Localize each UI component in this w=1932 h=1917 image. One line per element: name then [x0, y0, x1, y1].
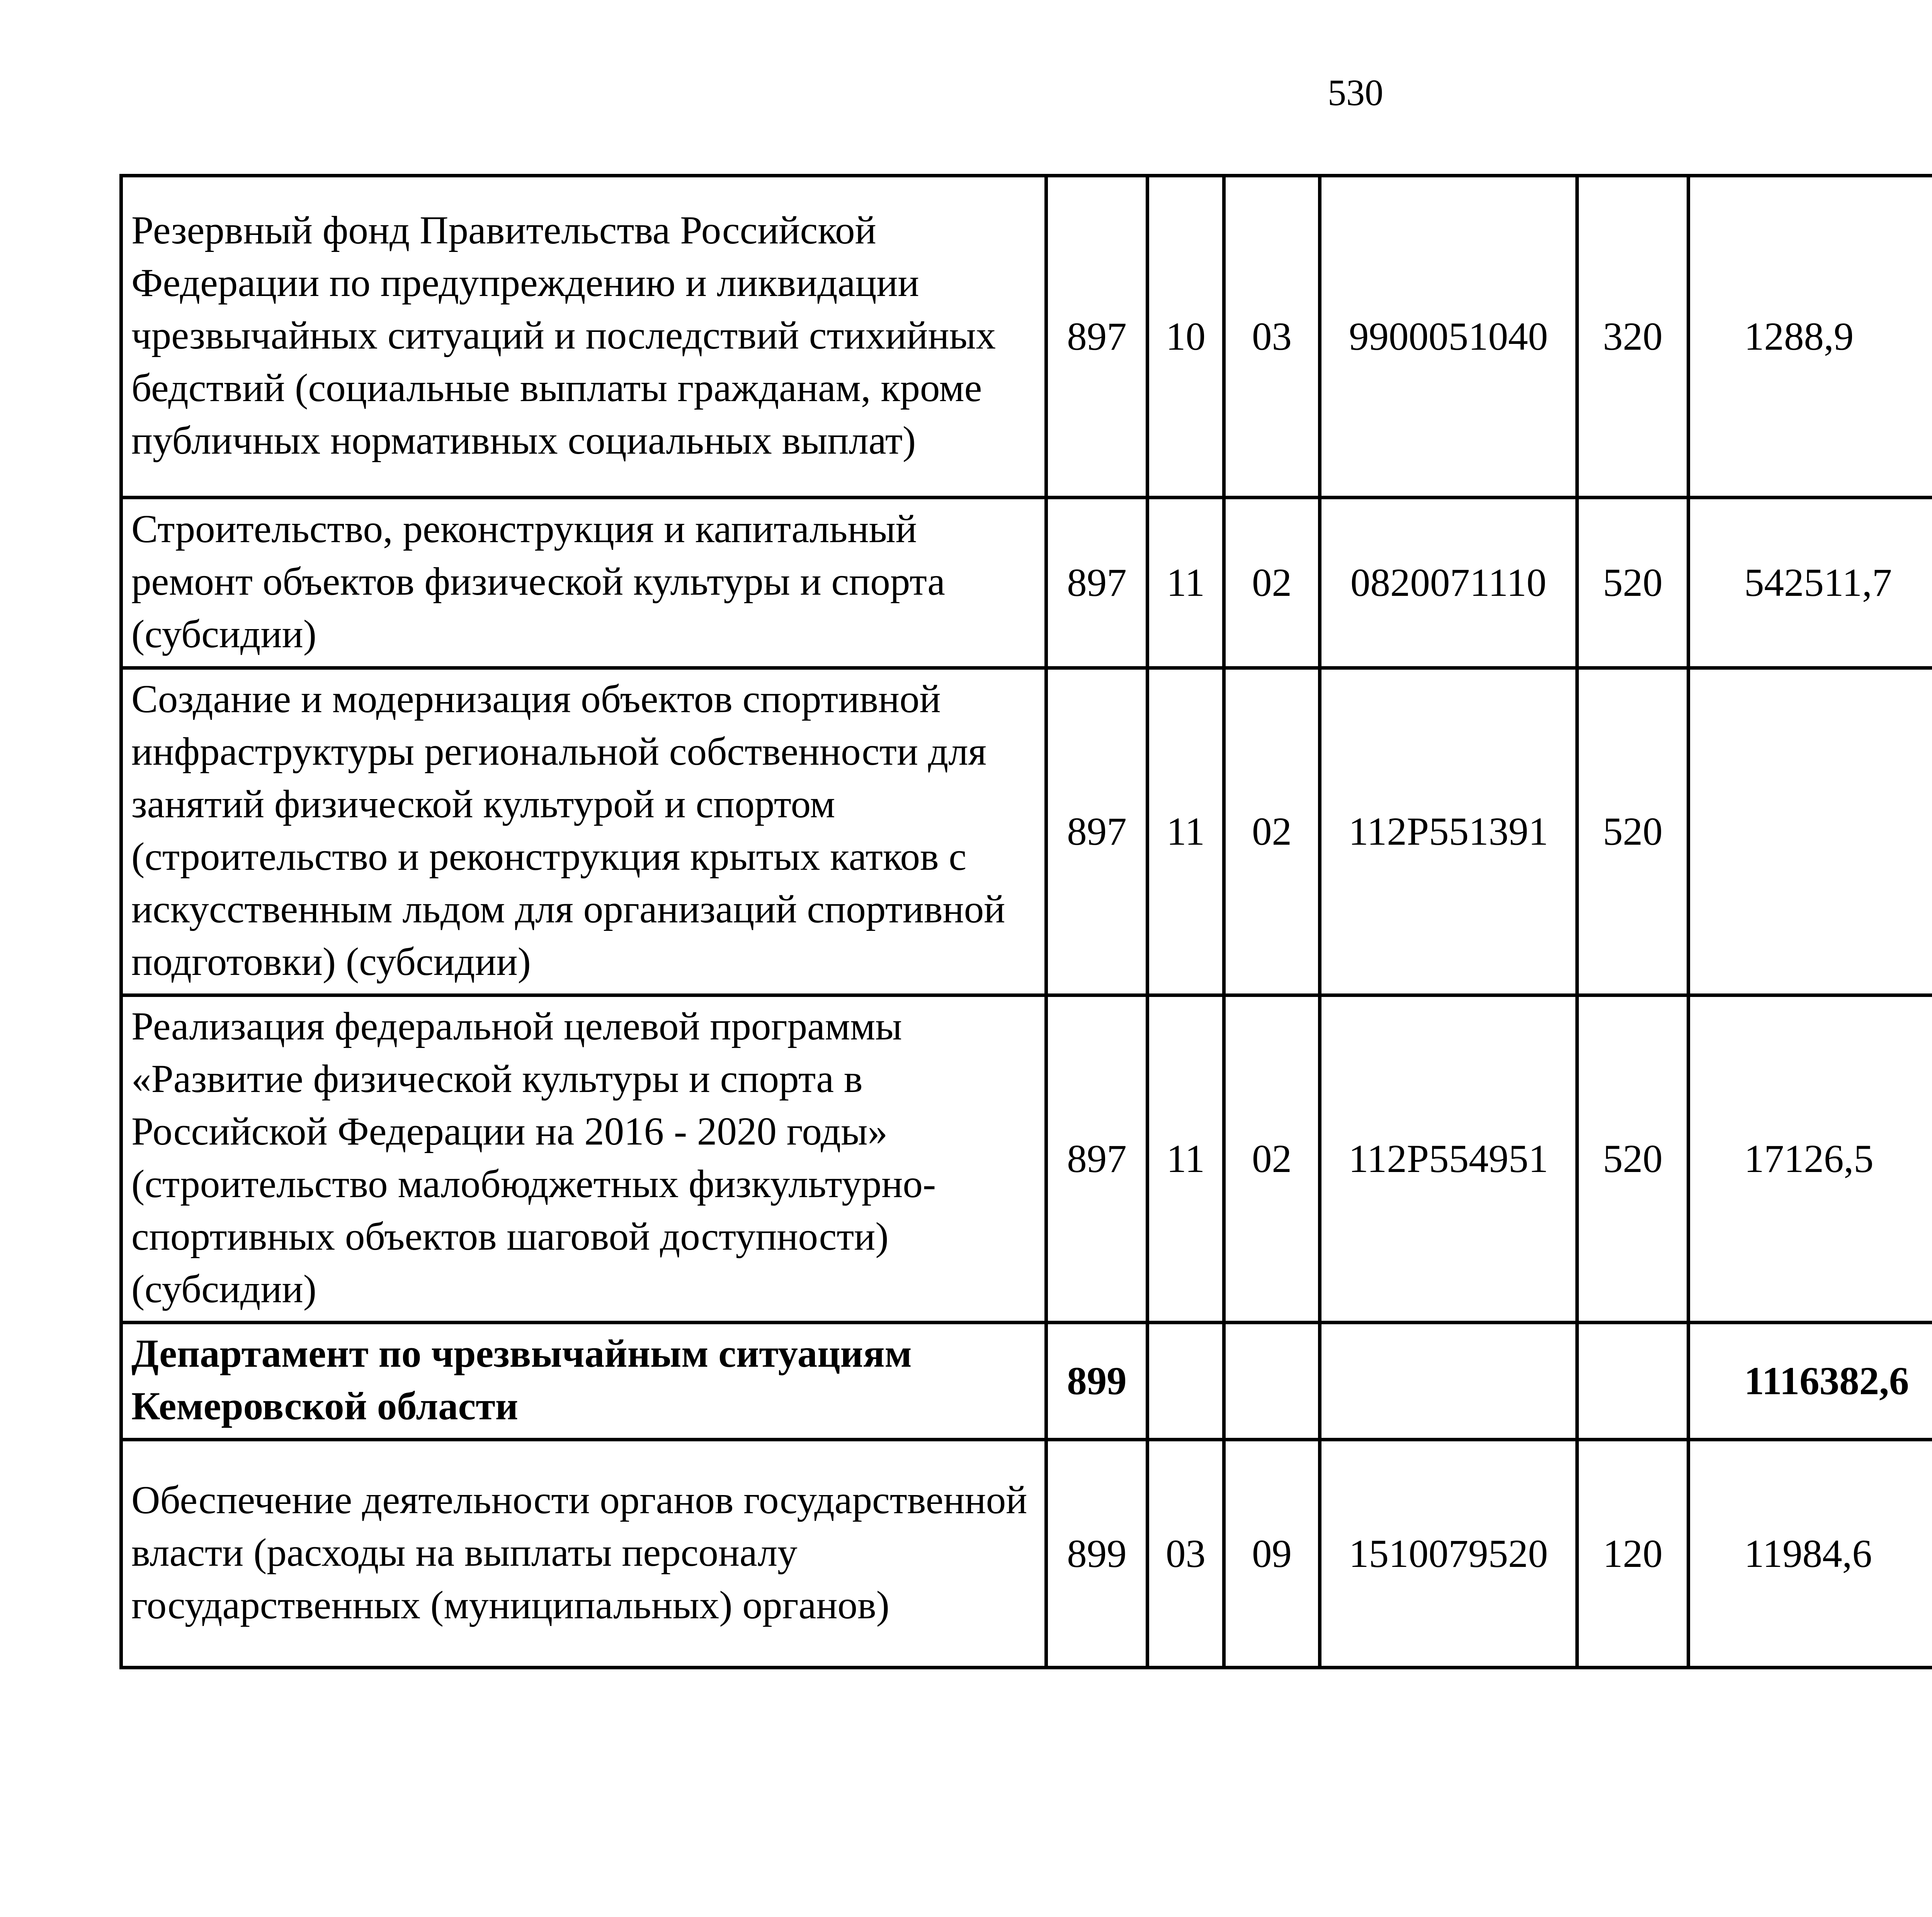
rz-code: 11 [1148, 995, 1224, 1323]
pr-code: 02 [1224, 995, 1320, 1323]
gr-code: 899 [1046, 1323, 1148, 1440]
rz-code: 11 [1148, 668, 1224, 995]
sum-year-1: 1288,9 [1689, 176, 1932, 498]
sum-year-1: 542511,7 [1689, 498, 1932, 668]
pr-code: 03 [1224, 176, 1320, 498]
vr-code: 520 [1577, 995, 1689, 1323]
rz-code: 10 [1148, 176, 1224, 498]
vr-code: 520 [1577, 668, 1689, 995]
cs-code: 9900051040 [1320, 176, 1577, 498]
gr-code: 897 [1046, 176, 1148, 498]
expense-name: Резервный фонд Правительства Российской Федерации по предупреждению и ликвидации чрезвычайных ситуаций и последствий стихийных бедствий (социальные выплаты гражданам, кроме публичных нормативных социальных выплат) [121, 176, 1046, 498]
gr-code: 899 [1046, 1440, 1148, 1668]
cs-code: 0820071110 [1320, 498, 1577, 668]
rz-code: 11 [1148, 498, 1224, 668]
expense-name: Реализация федеральной целевой программы «Развитие физической культуры и спорта в Российской Федерации на 2016 - 2020 годы» (строительство малобюджетных физкультурно-спортивных объектов шаговой доступности) (субсидии) [121, 995, 1046, 1323]
gr-code: 897 [1046, 995, 1148, 1323]
cs-code [1320, 1323, 1577, 1440]
department-row [121, 1323, 1932, 1440]
table-row [121, 1440, 1932, 1668]
table-row [121, 498, 1932, 668]
expense-name: Строительство, реконструкция и капитальный ремонт объектов физической культуры и спорта (субсидии) [121, 498, 1046, 668]
department-name: Департамент по чрезвычайным ситуациям Кемеровской области [121, 1323, 1046, 1440]
page-number: 530 [1328, 72, 1383, 113]
pr-code: 09 [1224, 1440, 1320, 1668]
expense-name: Создание и модернизация объектов спортивной инфраструктуры региональной собственности для занятий физической культурой и спортом (строительство и реконструкция крытых катков с искусственным льдом для организаций спортивной подготовки) (субсидии) [121, 668, 1046, 995]
sum-year-1: 17126,5 [1689, 995, 1932, 1323]
sum-year-1: 1116382,6 [1689, 1323, 1932, 1440]
table-row [121, 668, 1932, 995]
pr-code: 02 [1224, 498, 1320, 668]
cs-code: 112P554951 [1320, 995, 1577, 1323]
cs-code: 1510079520 [1320, 1440, 1577, 1668]
rz-code [1148, 1323, 1224, 1440]
budget-table [119, 174, 1932, 1669]
sum-year-1: 11984,6 [1689, 1440, 1932, 1668]
table-row [121, 176, 1932, 498]
expense-name: Обеспечение деятельности органов государственной власти (расходы на выплаты персоналу государственных (муниципальных) органов) [121, 1440, 1046, 1668]
vr-code: 320 [1577, 176, 1689, 498]
pr-code: 02 [1224, 668, 1320, 995]
vr-code: 120 [1577, 1440, 1689, 1668]
sum-year-1 [1689, 668, 1932, 995]
pr-code [1224, 1323, 1320, 1440]
gr-code: 897 [1046, 498, 1148, 668]
gr-code: 897 [1046, 668, 1148, 995]
rz-code: 03 [1148, 1440, 1224, 1668]
vr-code: 520 [1577, 498, 1689, 668]
cs-code: 112P551391 [1320, 668, 1577, 995]
vr-code [1577, 1323, 1689, 1440]
table-row [121, 995, 1932, 1323]
